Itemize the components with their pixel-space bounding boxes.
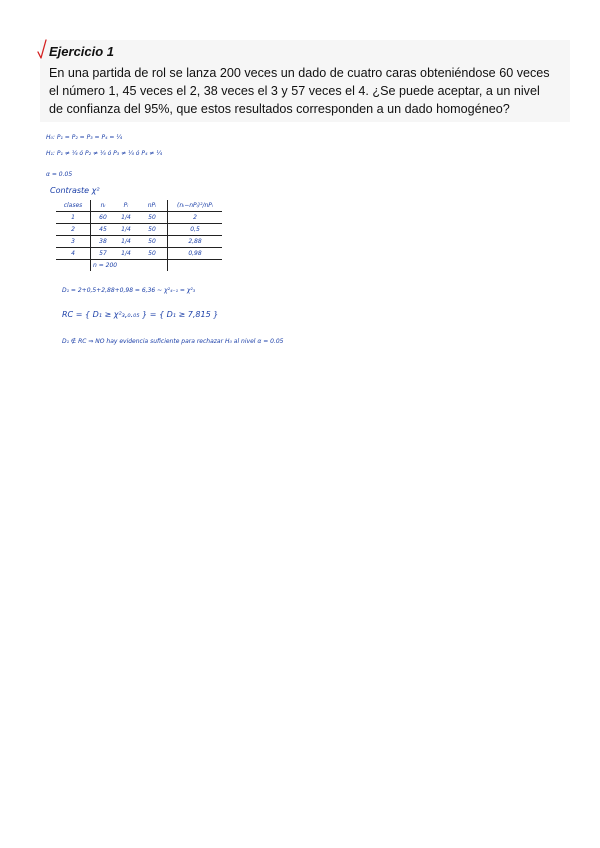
table-cell: 50 xyxy=(137,212,168,224)
check-mark-icon xyxy=(36,38,48,60)
header-npi: nPᵢ xyxy=(137,200,168,212)
exercise-statement xyxy=(49,64,569,118)
statement-line: de confianza del 95%, que estos resultados corresponden a un dado homogéneo? xyxy=(49,102,510,116)
sample-size: n = 200 xyxy=(93,262,118,269)
header-statistic: (nᵢ−nPᵢ)²/nPᵢ xyxy=(168,200,223,212)
table-cell: 45 xyxy=(91,224,116,236)
table-cell: 1/4 xyxy=(115,224,137,236)
exercise-title: Ejercicio 1 xyxy=(49,44,115,59)
table-cell: 3 xyxy=(56,236,91,248)
table-cell: 50 xyxy=(137,224,168,236)
statement-line: el número 1, 45 veces el 2, 38 veces el 3 y 57 veces el 4. ¿Se puede aceptar, a un nivel xyxy=(49,84,540,98)
header-classes: clases xyxy=(56,200,91,212)
table-cell: 1 xyxy=(56,212,91,224)
table-cell: 2 xyxy=(56,224,91,236)
table-cell xyxy=(137,260,168,272)
table-cell: 57 xyxy=(91,248,116,260)
rejection-region: RC = { D₁ ≥ χ²₃,₀.₀₅ } = { D₁ ≥ 7,815 } xyxy=(62,310,219,319)
table-cell: 50 xyxy=(137,248,168,260)
header-pi: Pᵢ xyxy=(115,200,137,212)
statement-line: En una partida de rol se lanza 200 veces un dado de cuatro caras obteniéndose 60 veces xyxy=(49,66,550,80)
table-cell: 1/4 xyxy=(115,236,137,248)
table-cell: 0,98 xyxy=(168,248,223,260)
conclusion: D₁ ∉ RC ⇒ NO hay evidencia suficiente para rechazar H₀ al nivel α = 0.05 xyxy=(62,338,284,345)
table-cell: 1/4 xyxy=(115,248,137,260)
table-cell: 50 xyxy=(137,236,168,248)
table-row xyxy=(56,212,222,224)
table-row xyxy=(56,224,222,236)
test-statistic-value: D₁ = 2+0,5+2,88+0,98 = 6,36 ~ χ²₄₋₁ = χ²₃ xyxy=(62,287,196,294)
table-row xyxy=(56,236,222,248)
null-hypothesis: H₀: P₁ = P₂ = P₃ = P₄ = ¼ xyxy=(46,134,123,141)
table-cell xyxy=(56,260,91,272)
table-cell: 38 xyxy=(91,236,116,248)
header-ni: nᵢ xyxy=(91,200,116,212)
alternative-hypothesis: H₁: P₁ ≠ ¼ ó P₂ ≠ ¼ ó P₃ ≠ ¼ ó P₄ ≠ ¼ xyxy=(46,150,163,157)
table-cell: 2,88 xyxy=(168,236,223,248)
table-cell: 60 xyxy=(91,212,116,224)
test-method: Contraste χ² xyxy=(50,186,100,195)
frequency-table xyxy=(56,200,222,271)
table-total-row xyxy=(56,260,222,272)
table-cell: 1/4 xyxy=(115,212,137,224)
table-row xyxy=(56,248,222,260)
table-cell: 0,5 xyxy=(168,224,223,236)
table-cell xyxy=(168,260,223,272)
table-cell: 2 xyxy=(168,212,223,224)
significance-level: α = 0.05 xyxy=(46,171,73,178)
table-cell: 4 xyxy=(56,248,91,260)
